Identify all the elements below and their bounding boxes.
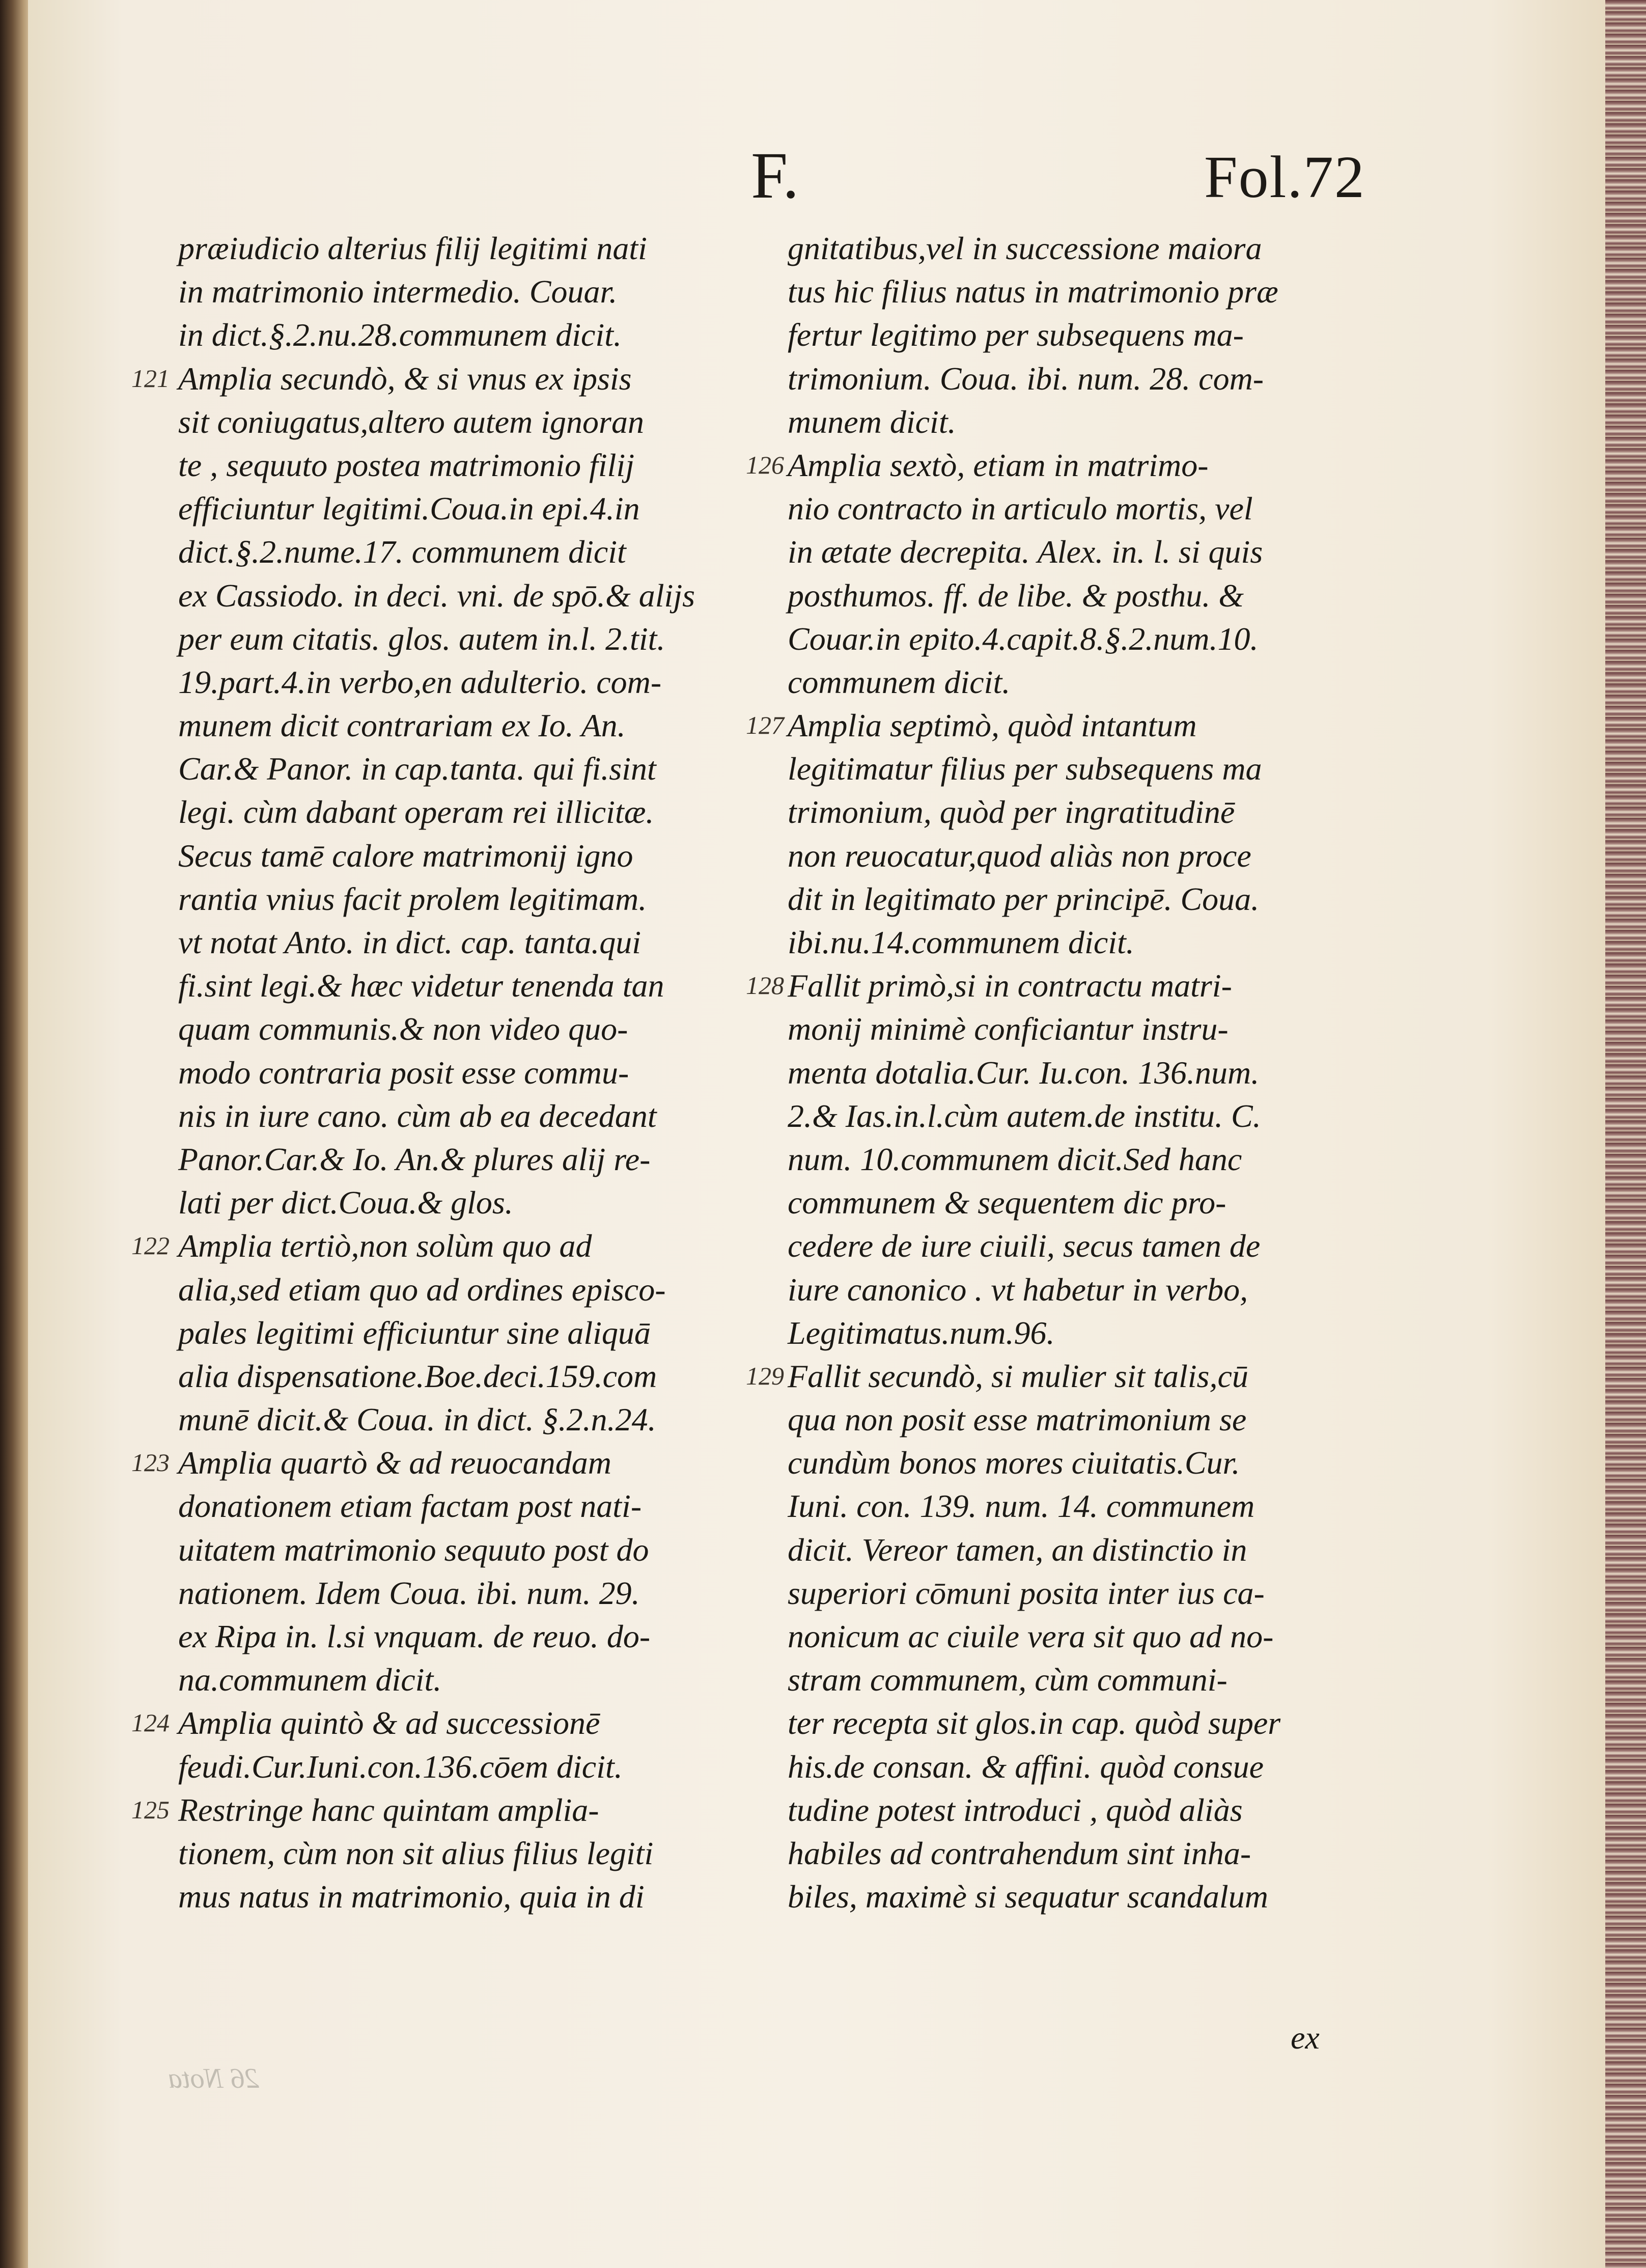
line-text: Legitimatus.num.96. (788, 1314, 1055, 1351)
text-line (788, 1571, 1353, 1615)
line-text: nis in iure cano. cùm ab ea decedant (178, 1097, 657, 1134)
text-line (131, 1701, 743, 1745)
text-line (788, 1658, 1353, 1701)
text-line (178, 1138, 743, 1181)
text-line (178, 530, 743, 573)
text-line (788, 1224, 1353, 1267)
text-line (178, 487, 743, 530)
text-line (788, 1268, 1353, 1311)
text-line (788, 1441, 1353, 1484)
line-text: cundùm bonos mores ciuitatis.Cur. (788, 1445, 1240, 1481)
line-text: munem dicit contrariam ex Io. An. (178, 707, 626, 744)
text-line (788, 1832, 1353, 1875)
text-line (178, 1181, 743, 1224)
line-text: præiudicio alterius filij legitimi nati (178, 230, 647, 266)
line-text: dit in legitimato per principē. Coua. (788, 880, 1260, 917)
line-text: rantia vnius facit prolem legitimam. (178, 880, 647, 917)
text-line (178, 790, 743, 834)
line-text: te , sequuto postea matrimonio filij (178, 447, 634, 483)
text-line (178, 227, 743, 270)
line-text: his.de consan. & affini. quòd consue (788, 1748, 1264, 1785)
line-text: menta dotalia.Cur. Iu.con. 136.num. (788, 1054, 1260, 1091)
text-line (178, 921, 743, 964)
text-line (178, 1745, 743, 1788)
text-line (178, 400, 743, 444)
line-text: donationem etiam factam post nati- (178, 1488, 642, 1525)
text-line (178, 1528, 743, 1571)
line-text: tus hic filius natus in matrimonio præ (788, 273, 1278, 310)
text-line (788, 1138, 1353, 1181)
text-line (178, 1484, 743, 1528)
line-text: superiori cōmuni posita inter ius ca- (788, 1574, 1265, 1611)
line-text: dicit. Vereor tamen, an distinctio in (788, 1531, 1247, 1568)
line-text: lati per dict.Coua.& glos. (178, 1184, 513, 1221)
line-text: in dict.§.2.nu.28.communem dicit. (178, 317, 622, 353)
text-line (788, 1788, 1353, 1832)
line-text: Amplia quartò & ad reuocandam (178, 1445, 611, 1481)
marginal-number: 121 (131, 364, 170, 393)
line-text: Couar.in epito.4.capit.8.§.2.num.10. (788, 620, 1259, 657)
line-text: Fallit secundò, si mulier sit talis,cū (788, 1358, 1248, 1394)
text-line (178, 1832, 743, 1875)
line-text: biles, maximè si sequatur scandalum (788, 1878, 1268, 1915)
text-line (178, 1875, 743, 1918)
line-text: na.communem dicit. (178, 1662, 442, 1698)
line-text: Car.& Panor. in cap.tanta. qui fi.sint (178, 751, 656, 787)
text-line (788, 660, 1353, 704)
text-line (788, 1181, 1353, 1224)
line-text: monij minimè conficiantur instru- (788, 1011, 1229, 1047)
text-line (178, 1094, 743, 1138)
text-line (746, 704, 1353, 747)
line-text: mus natus in matrimonio, quia in di (178, 1878, 645, 1915)
text-line (178, 1007, 743, 1050)
marginal-number: 124 (131, 1708, 170, 1737)
text-line (788, 1528, 1353, 1571)
text-line (178, 270, 743, 313)
text-line (178, 313, 743, 356)
line-text: gnitatibus,vel in successione maiora (788, 230, 1262, 266)
marginal-number: 127 (746, 711, 784, 740)
text-line (788, 834, 1353, 877)
text-line (178, 704, 743, 747)
line-text: Secus tamē calore matrimonij igno (178, 837, 633, 874)
text-line (178, 1268, 743, 1311)
line-text: iure canonico . vt habetur in verbo, (788, 1271, 1248, 1308)
line-text: Iuni. con. 139. num. 14. communem (788, 1488, 1255, 1525)
line-text: ex Cassiodo. in deci. vni. de spō.& alijs (178, 577, 695, 614)
marginal-number: 129 (746, 1361, 784, 1390)
line-text: trimonium, quòd per ingratitudinē (788, 794, 1235, 831)
right-column (746, 227, 1353, 1918)
text-line (788, 574, 1353, 617)
marginal-number: 126 (746, 450, 784, 479)
text-line (178, 877, 743, 921)
line-text: vt notat Anto. in dict. cap. tanta.qui (178, 924, 641, 960)
text-line (788, 357, 1353, 400)
text-line (178, 834, 743, 877)
line-text: ex Ripa in. l.si vnquam. de reuo. do- (178, 1618, 651, 1654)
line-text: Fallit primò,si in contractu matri- (788, 967, 1232, 1004)
text-line (178, 1311, 743, 1354)
line-text: ter recepta sit glos.in cap. quòd super (788, 1705, 1281, 1741)
text-line (788, 877, 1353, 921)
text-line (178, 964, 743, 1007)
line-text: nio contracto in articulo mortis, vel (788, 490, 1253, 527)
text-line (131, 1788, 743, 1832)
line-text: per eum citatis. glos. autem in.l. 2.tit. (178, 620, 665, 657)
text-line (788, 313, 1353, 356)
text-line (788, 1007, 1353, 1050)
text-line (178, 617, 743, 660)
text-line (131, 1441, 743, 1484)
text-line (788, 1398, 1353, 1441)
line-text: munem dicit. (788, 403, 956, 440)
line-text: nonicum ac ciuile vera sit quo ad no- (788, 1618, 1274, 1654)
text-line (788, 1615, 1353, 1658)
line-text: fertur legitimo per subsequens ma- (788, 317, 1244, 353)
line-text: Restringe hanc quintam amplia- (178, 1791, 599, 1828)
line-text: in ætate decrepita. Alex. in. l. si quis (788, 534, 1263, 570)
text-line (788, 617, 1353, 660)
text-line (131, 1224, 743, 1267)
text-line (788, 1051, 1353, 1094)
text-line (788, 1094, 1353, 1138)
text-line (788, 400, 1353, 444)
line-text: cedere de iure ciuili, secus tamen de (788, 1228, 1261, 1264)
line-text: alia,sed etiam quo ad ordines episco- (178, 1271, 666, 1308)
marginal-number: 122 (131, 1231, 170, 1260)
text-line (746, 1354, 1353, 1398)
text-line (788, 747, 1353, 790)
line-text: communem & sequentem dic pro- (788, 1184, 1226, 1221)
text-line (788, 1875, 1353, 1918)
line-text: Amplia septimò, quòd intantum (788, 707, 1197, 744)
text-line (788, 1484, 1353, 1528)
line-text: trimonium. Coua. ibi. num. 28. com- (788, 360, 1264, 397)
folio-number: Fol.72 (1204, 144, 1365, 210)
line-text: Amplia secundò, & si vnus ex ipsis (178, 360, 632, 397)
text-line (178, 1571, 743, 1615)
text-line (788, 1745, 1353, 1788)
text-line (788, 487, 1353, 530)
text-line (178, 1615, 743, 1658)
text-line (131, 357, 743, 400)
text-line (788, 227, 1353, 270)
left-column (131, 227, 743, 1918)
line-text: munē dicit.& Coua. in dict. §.2.n.24. (178, 1401, 656, 1438)
running-header (28, 137, 1614, 224)
text-line (788, 270, 1353, 313)
line-text: pales legitimi efficiuntur sine aliquā (178, 1314, 651, 1351)
text-line (788, 1701, 1353, 1745)
line-text: uitatem matrimonio sequuto post do (178, 1531, 649, 1568)
line-text: tionem, cùm non sit alius filius legiti (178, 1835, 654, 1871)
line-text: fi.sint legi.& hæc videtur tenenda tan (178, 967, 664, 1004)
text-line (178, 1354, 743, 1398)
line-text: dict.§.2.nume.17. communem dicit (178, 534, 626, 570)
line-text: num. 10.communem dicit.Sed hanc (788, 1141, 1242, 1177)
line-text: Amplia sextò, etiam in matrimo- (788, 447, 1209, 483)
line-text: tudine potest introduci , quòd aliàs (788, 1791, 1243, 1828)
line-text: sit coniugatus,altero autem ignoran (178, 403, 644, 440)
line-text: Amplia quintò & ad successionē (178, 1705, 600, 1741)
marginal-number: 125 (131, 1795, 170, 1824)
page-edges (1605, 0, 1646, 2268)
signature-mark: F. (751, 139, 799, 212)
line-text: quam communis.& non video quo- (178, 1011, 628, 1047)
text-line (178, 574, 743, 617)
line-text: ibi.nu.14.communem dicit. (788, 924, 1134, 960)
text-line (178, 747, 743, 790)
binding-gutter (0, 0, 32, 2268)
line-text: stram communem, cùm communi- (788, 1662, 1227, 1698)
text-line (178, 1658, 743, 1701)
line-text: 2.& Ias.in.l.cùm autem.de institu. C. (788, 1097, 1261, 1134)
text-line (178, 444, 743, 487)
line-text: modo contraria posit esse commu- (178, 1054, 629, 1091)
text-line (788, 921, 1353, 964)
text-line (788, 530, 1353, 573)
bleedthrough-text: 26 Nota (168, 2063, 259, 2094)
text-line (178, 660, 743, 704)
line-text: legitimatur filius per subsequens ma (788, 751, 1262, 787)
marginal-number: 128 (746, 971, 784, 1000)
line-text: alia dispensatione.Boe.deci.159.com (178, 1358, 657, 1394)
text-line (178, 1398, 743, 1441)
line-text: posthumos. ff. de libe. & posthu. & (788, 577, 1244, 614)
line-text: communem dicit. (788, 663, 1011, 700)
text-line (788, 790, 1353, 834)
catchword: ex (1291, 2020, 1320, 2056)
line-text: Panor.Car.& Io. An.& plures alij re- (178, 1141, 651, 1177)
text-line (788, 1311, 1353, 1354)
line-text: non reuocatur,quod aliàs non proce (788, 837, 1251, 874)
text-line (178, 1051, 743, 1094)
line-text: legi. cùm dabant operam rei illicitæ. (178, 794, 654, 831)
line-text: efficiuntur legitimi.Coua.in epi.4.in (178, 490, 640, 527)
line-text: qua non posit esse matrimonium se (788, 1401, 1247, 1438)
text-line (746, 444, 1353, 487)
line-text: nationem. Idem Coua. ibi. num. 29. (178, 1574, 640, 1611)
line-text: habiles ad contrahendum sint inha- (788, 1835, 1251, 1871)
line-text: 19.part.4.in verbo,en adulterio. com- (178, 663, 662, 700)
line-text: in matrimonio intermedio. Couar. (178, 273, 618, 310)
text-line (746, 964, 1353, 1007)
marginal-number: 123 (131, 1448, 170, 1477)
line-text: Amplia tertiò,non solùm quo ad (178, 1228, 592, 1264)
line-text: feudi.Cur.Iuni.con.136.cōem dicit. (178, 1748, 623, 1785)
